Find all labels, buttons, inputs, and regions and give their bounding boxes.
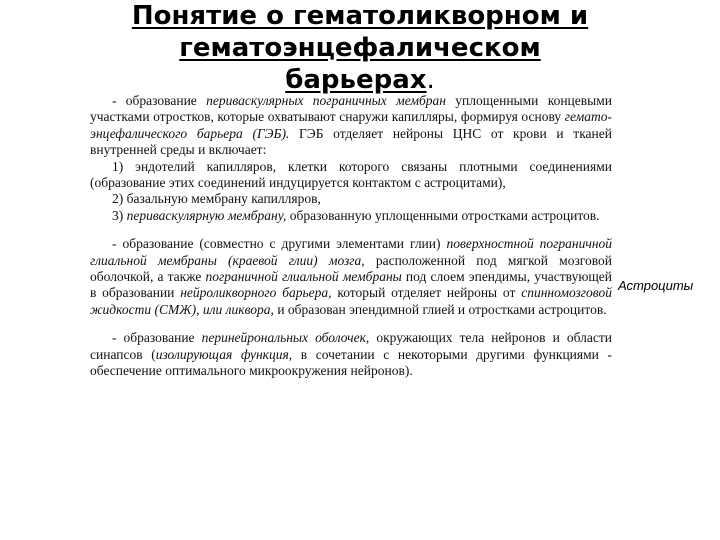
title-line-2: гематоэнцефалическом xyxy=(179,33,541,63)
slide-title xyxy=(0,0,720,96)
scanned-text-block xyxy=(90,93,612,380)
list-item-3: 3) периваскулярную мембрану, образованную уплощенными отростками астроцитов. xyxy=(112,207,600,223)
list-item-2: 2) базальную мембрану капилляров, xyxy=(112,191,321,207)
paragraph-perineuronal: - образование перинейрональных оболочек, окружающих тела нейронов и области синапсов (изолирующая функция, в сочетании с некоторыми другими функциями - обеспечение оптимального микроокружения нейронов). xyxy=(90,330,612,379)
paragraph-bbb: - образование периваскулярных пограничных мембран уплощенными концевыми участками отростков, которые охватывают снаружи капилляры, формируя основу гемато-энцефалического барьера (ГЭБ). ГЭБ отделяет нейроны ЦНС от крови и тканей внутренней среды и включает: xyxy=(90,93,612,158)
astrocytes-label: Астроциты xyxy=(618,278,694,293)
title-line-3: барьерах. xyxy=(285,65,435,95)
title-line-1: Понятие о гематоликворном и xyxy=(131,1,589,31)
list-item-1: 1) эндотелий капилляров, клетки которого связаны плотными соединениями (образование этих соединений индуцируется контактом с астроцитами), xyxy=(90,158,612,191)
paragraph-glial-membranes: - образование (совместно с другими элементами глии) поверхностной пограничной глиальной мембраны (краевой глии) мозга, расположенной под мягкой мозговой оболочкой, а также пограничной глиальной мембраны под слоем эпендимы, участвующей в образовании нейроликворного барьера, который отделяет нейроны от спинномозговой жидкости (СМЖ), или ликвора, и образован эпендимной глией и отростками астроцитов. xyxy=(90,236,613,317)
